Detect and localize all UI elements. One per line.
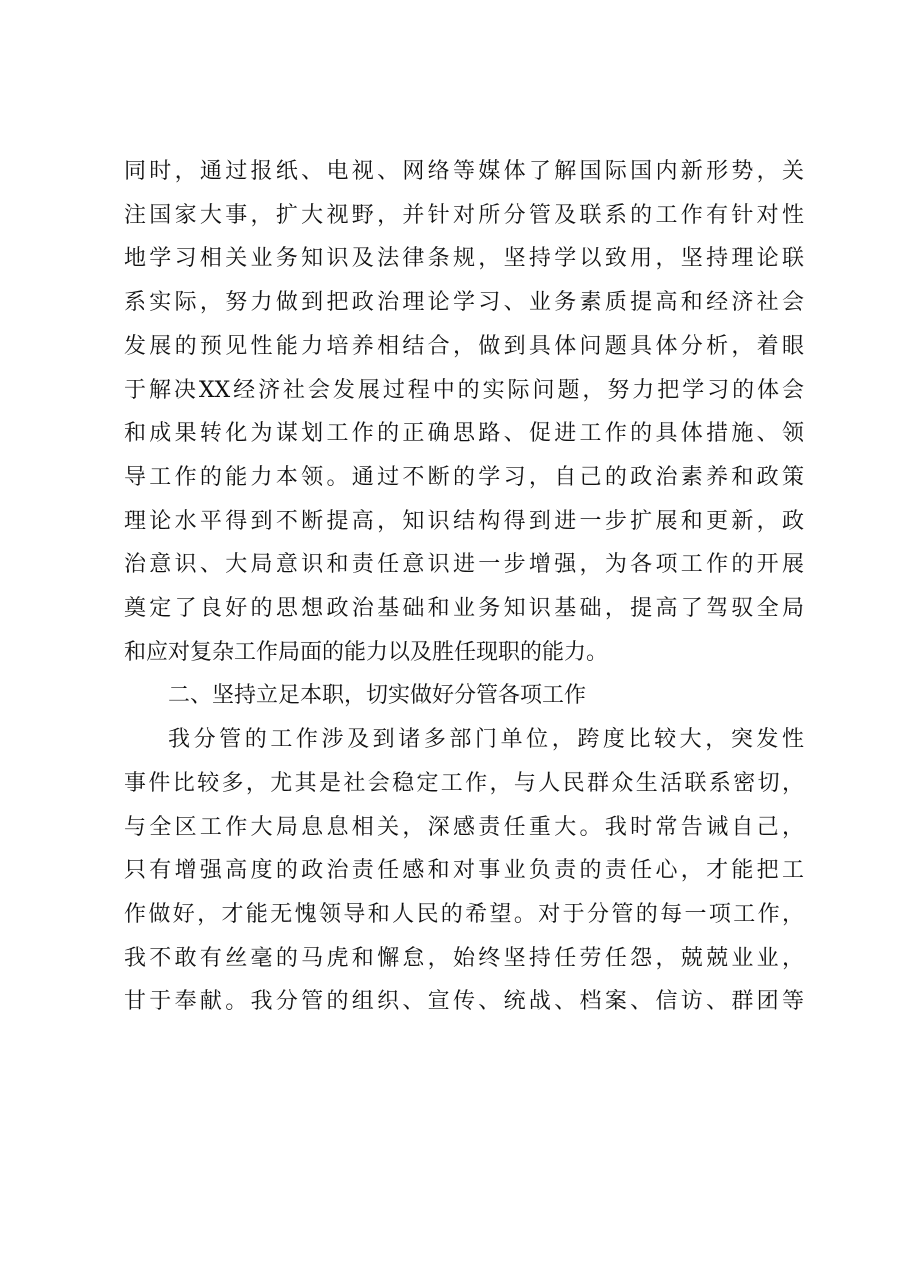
text-line: 注国家大事，扩大视野，并针对所分管及联系的工作有针对性 bbox=[124, 202, 804, 228]
text-line: 奠定了良好的思想政治基础和业务知识基础，提高了驾驭全局 bbox=[124, 596, 804, 621]
text-line: 我不敢有丝毫的马虎和懈怠，始终坚持任劳任怨，兢兢业业， bbox=[124, 945, 804, 971]
text-line: 导工作的能力本领。通过不断的学习，自己的政治素养和政策 bbox=[124, 464, 804, 490]
text-line: 理论水平得到不断提高，知识结构得到进一步扩展和更新，政 bbox=[124, 508, 804, 534]
text-line: 和成果转化为谋划工作的正确思路、促进工作的具体措施、领 bbox=[124, 421, 804, 447]
text-line: 与全区工作大局息息相关，深感责任重大。我时常告诫自己， bbox=[124, 814, 804, 840]
text-line: 我分管的工作涉及到诸多部门单位，跨度比较大，突发性 bbox=[168, 727, 804, 753]
text-line: 甘于奉献。我分管的组织、宣传、统战、档案、信访、群团等 bbox=[124, 989, 804, 1015]
text-line: 发展的预见性能力培养相结合，做到具体问题具体分析，着眼 bbox=[124, 333, 804, 359]
text-line: 事件比较多，尤其是社会稳定工作，与人民群众生活联系密切， bbox=[124, 770, 804, 796]
text-line: 和应对复杂工作局面的能力以及胜任现职的能力。 bbox=[124, 639, 609, 665]
text-line: 只有增强高度的政治责任感和对事业负责的责任心，才能把工 bbox=[124, 858, 804, 884]
text-line: 系实际，努力做到把政治理论学习、业务素质提高和经济社会 bbox=[124, 290, 804, 316]
text-line: 同时，通过报纸、电视、网络等媒体了解国际国内新形势，关 bbox=[124, 159, 804, 184]
text-line: 于解决XX经济社会发展过程中的实际问题，努力把学习的体会 bbox=[124, 377, 804, 403]
section-heading: 二、坚持立足本职，切实做好分管各项工作 bbox=[168, 683, 587, 709]
text-line: 地学习相关业务知识及法律条规，坚持学以致用，坚持理论联 bbox=[124, 246, 804, 272]
text-line: 治意识、大局意识和责任意识进一步增强，为各项工作的开展 bbox=[124, 552, 804, 578]
text-line: 作做好，才能无愧领导和人民的希望。对于分管的每一项工作， bbox=[124, 901, 804, 927]
